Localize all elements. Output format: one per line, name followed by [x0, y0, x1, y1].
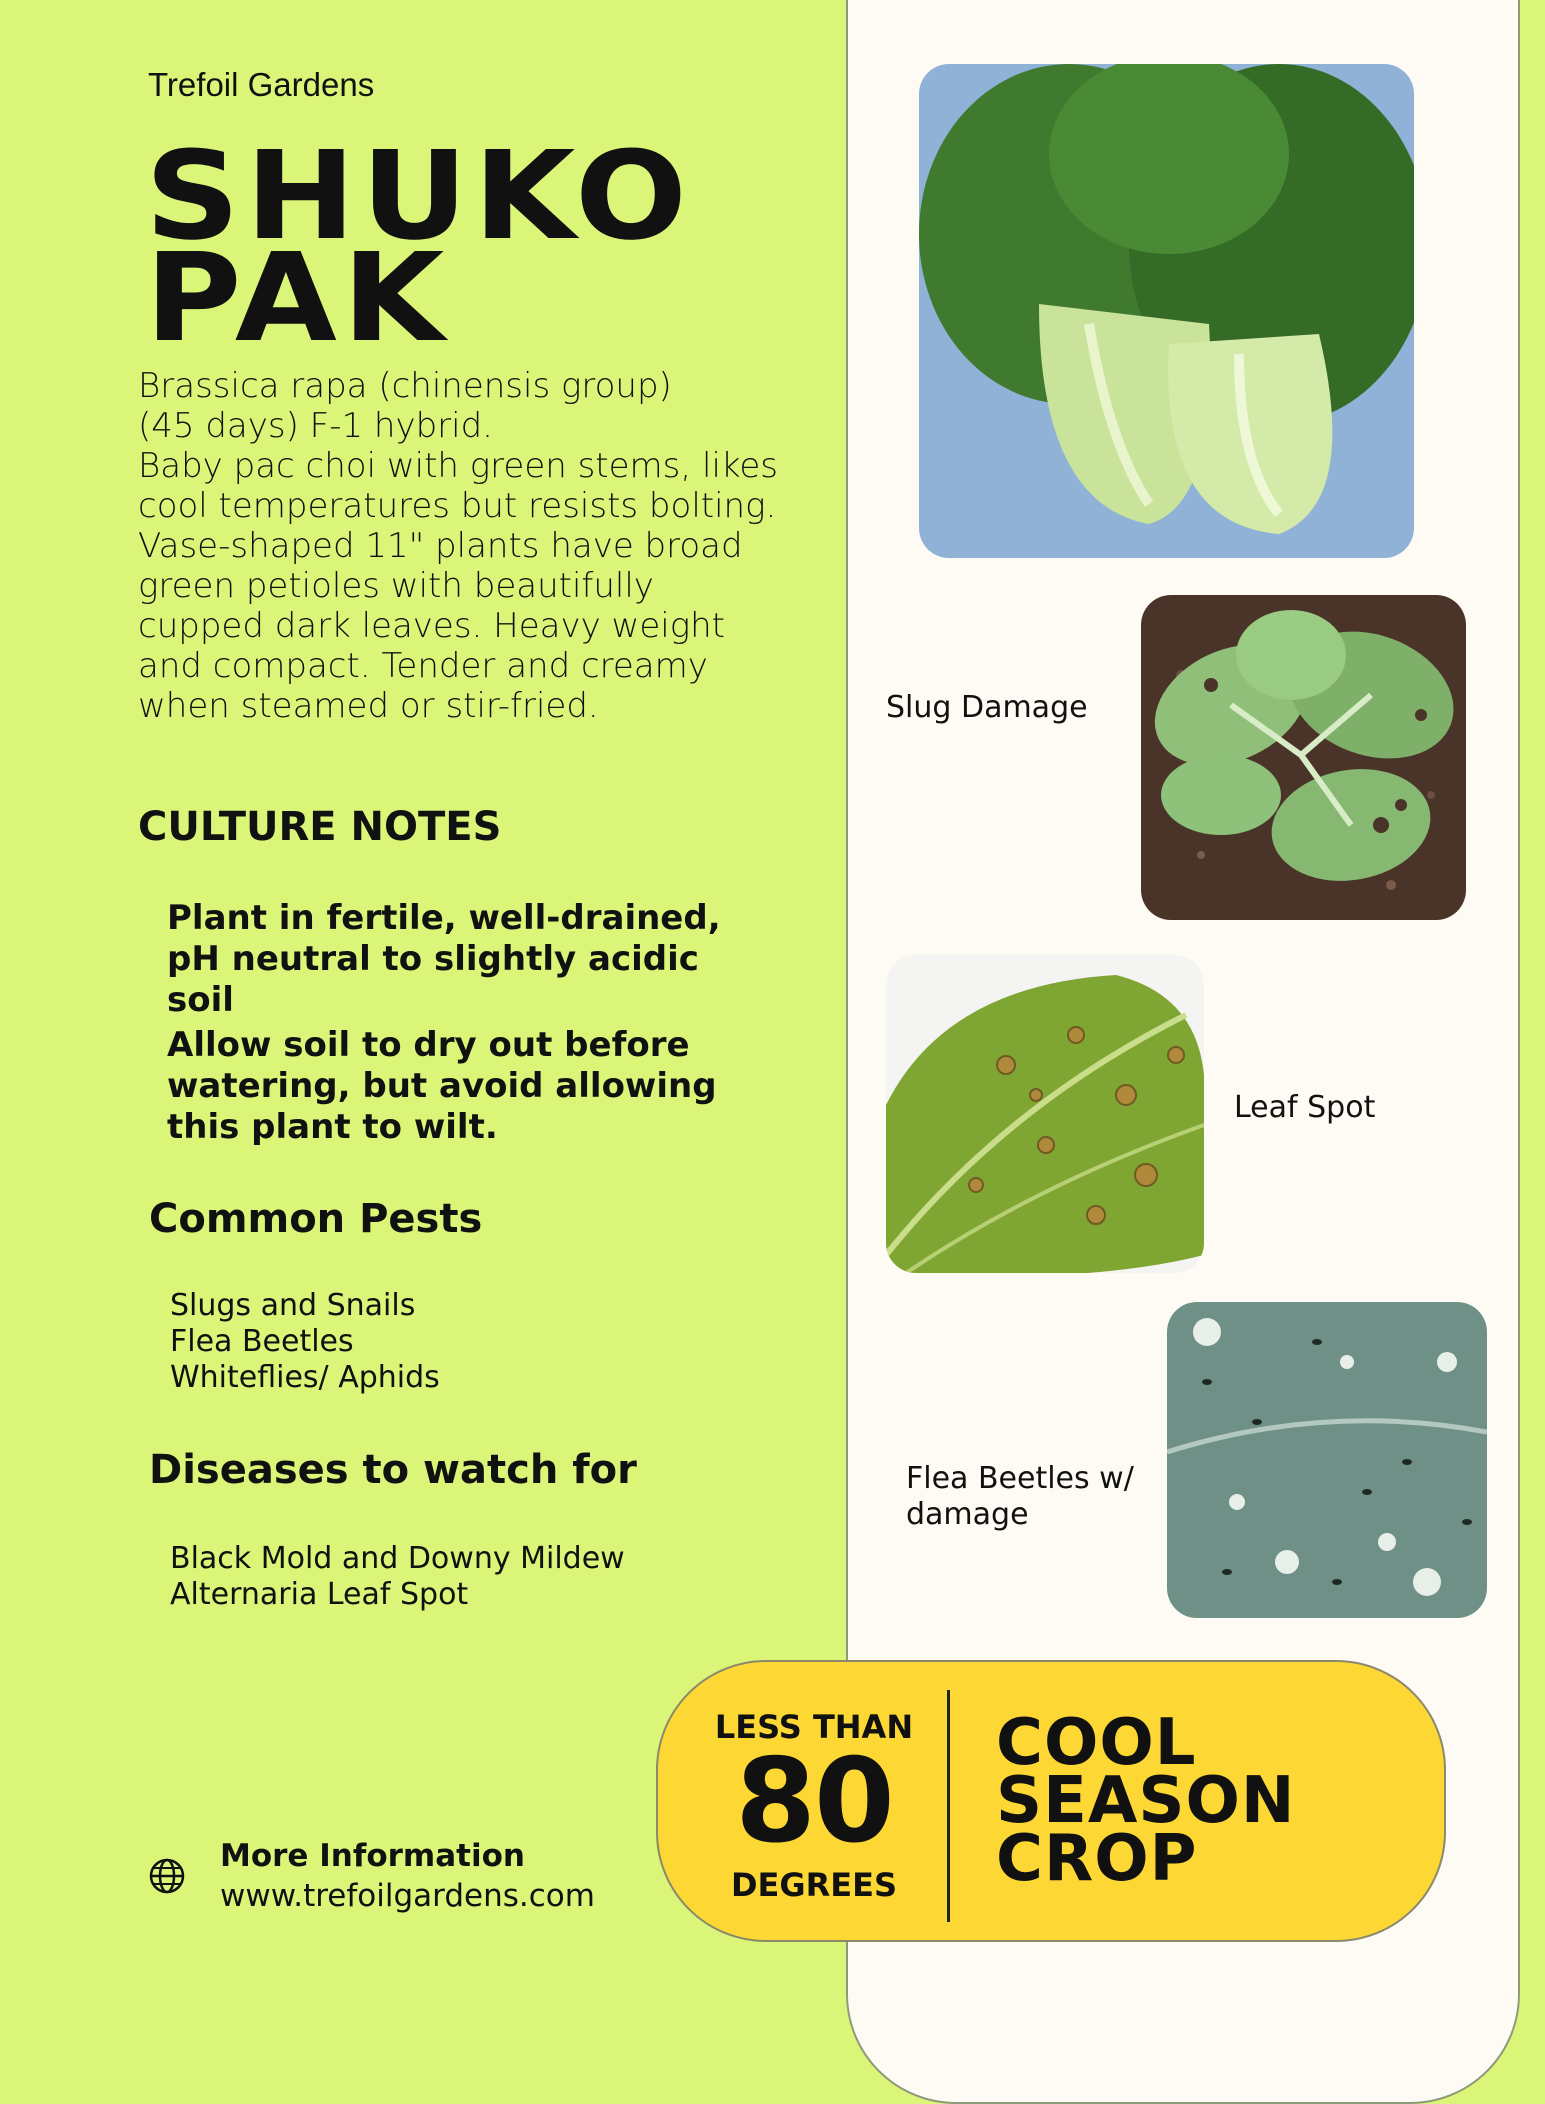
page-title — [145, 125, 693, 369]
temperature-badge — [656, 1660, 1446, 1942]
list-item: Whiteflies/ Aphids — [170, 1360, 440, 1395]
days-hybrid: (45 days) F-1 hybrid. — [138, 406, 493, 446]
culture-note: Plant in fertile, well-drained, pH neutral to slightly acidic soil — [167, 898, 721, 1020]
more-info-heading: More Information — [220, 1838, 525, 1874]
badge-label-line: COOL — [996, 1706, 1197, 1780]
description-text: Baby pac choi with green stems, likes cool temperatures but resists bolting. Vase-shaped 11" plants have broad green petioles with beautifully cupped dark leaves. Heavy weight and compact. Tender and creamy when steamed or stir-fried. — [138, 446, 779, 726]
diseases-list — [170, 1541, 625, 1613]
globe-icon — [148, 1857, 186, 1895]
badge-unit: DEGREES — [730, 1866, 898, 1904]
culture-notes-heading: CULTURE NOTES — [138, 804, 502, 850]
caption-flea-beetles: Flea Beetles w/ damage — [906, 1461, 1134, 1532]
leaf-spot-photo — [886, 955, 1204, 1273]
caption-slug-damage: Slug Damage — [886, 690, 1088, 725]
culture-notes-list — [167, 898, 727, 1152]
brand-name: Trefoil Gardens — [148, 66, 375, 103]
list-item: Black Mold and Downy Mildew — [170, 1541, 625, 1576]
pests-heading: Common Pests — [149, 1196, 483, 1242]
description — [138, 366, 778, 726]
list-item: Alternaria Leaf Spot — [170, 1577, 469, 1612]
caption-leaf-spot: Leaf Spot — [1234, 1090, 1376, 1125]
bok-choy-photo — [919, 64, 1414, 558]
list-item: Flea Beetles — [170, 1324, 354, 1359]
culture-note: Allow soil to dry out before watering, but avoid allowing this plant to wilt. — [167, 1025, 717, 1147]
badge-label-line: SEASON — [996, 1764, 1296, 1838]
badge-less-than: LESS THAN — [714, 1708, 914, 1746]
title-line-1: SHUKO — [145, 125, 693, 267]
title-line-2: PAK — [145, 227, 450, 369]
badge-divider — [947, 1690, 950, 1922]
flea-beetle-photo — [1167, 1302, 1487, 1618]
website-link[interactable]: www.trefoilgardens.com — [220, 1878, 595, 1914]
badge-label — [996, 1706, 1296, 1896]
list-item: Slugs and Snails — [170, 1288, 416, 1323]
badge-number: 80 — [735, 1734, 893, 1869]
badge-label-line: CROP — [996, 1822, 1198, 1896]
slug-damage-photo — [1141, 595, 1466, 920]
botanical-name: Brassica rapa (chinensis group) — [138, 366, 672, 406]
pests-list — [170, 1288, 440, 1396]
diseases-heading: Diseases to watch for — [149, 1447, 637, 1493]
